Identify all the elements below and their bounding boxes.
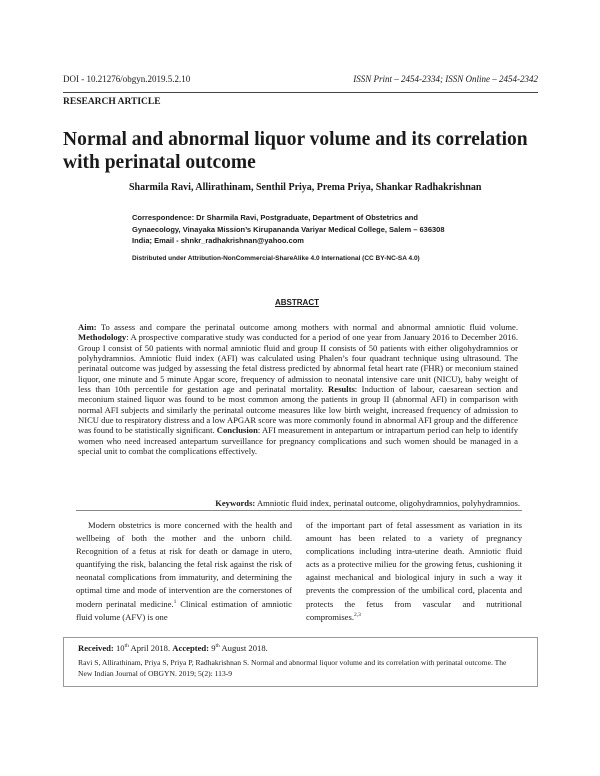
article-title: Normal and abnormal liquor volume and its correlation with perinatal outcome [63,129,528,173]
received-day: 10 [115,643,125,653]
methodology-label: Methodology [78,332,127,343]
body-paragraph [306,519,522,624]
conclusion-text: : AFI measurement in antepartum or intrapartum period can help to identify women who need increased antepartum surveillance for pregnancy complications and such women should be managed in a special unit to combat the complications effectively. [78,425,518,457]
abstract-heading: ABSTRACT [275,298,319,307]
body-column-left [76,519,292,624]
body-paragraph [76,519,292,624]
aim-label: Aim: [78,322,97,332]
methodology-text: : A prospective comparative study was conducted for a period of one year from January 2016 to December 2016. Group I consist of 50 patients with normal amniotic fluid and group II consists of 50 patients with either oligohydramnios or polyhydramnios. Amniotic fluid index (AFI) was calculated using Phalen’s four quadrant technique using ultrasound. The perinatal outcome was judged by assessing the fetal distress predicted by abnormal fetal heart rate (FHR) or meconium stained liquor, one minute and 5 minute Apgar score, frequency of admission to neonatal intensive care unit (NICU), baby weight of less than 10th percentile for gestation age and perinatal mortality. [78,332,518,395]
accepted-sup: th [215,643,220,650]
author-list: Sharmila Ravi, Allirathinam, Senthil Priya, Prema Priya, Shankar Radhakrishnan [129,182,482,193]
doi-text: DOI - 10.21276/obgyn.2019.5.2.10 [63,74,191,84]
abstract-rule [76,510,522,511]
paragraph-text: Modern obstetrics is more concerned with the health and wellbeing of both the mother and the unborn child. Recognition of a fetus at risk for death or damage in utero, quantifying the risk, balancing the fetal risk against the risk of neonatal complications from immaturity, and determining the optimal time and mode of intervention are the cornerstones of modern perinatal medicine. [76,520,292,609]
section-label: RESEARCH ARTICLE [63,97,161,107]
received-rest: April 2018. [128,643,171,653]
conclusion-label: Conclusion [216,425,258,436]
keywords [200,498,520,508]
reference-marker: 1 [173,598,177,605]
body-column-right [306,519,522,624]
paragraph-text: Clinical estimation of amniotic fluid volume (AFV) is one [76,598,292,622]
accepted-rest: August 2018. [219,643,268,653]
accepted-label: Accepted: [172,643,210,653]
license-text: Distributed under Attribution-NonCommercial-ShareAlike 4.0 International (CC BY-NC-SA 4.0) [132,255,420,262]
header-rule [63,92,538,93]
keywords-label: Keywords: [215,498,256,508]
received-label: Received: [78,643,114,653]
paragraph-text: of the important part of fetal assessment as variation in its amount has been related to a variety of pregnancy complications including intra-uterine death. Amniotic fluid acts as a protective milieu for the growing fetus, cushioning it against mechanical and biological injury in such a way it prevents the compression of the umbilical cord, placenta and protects the fetus from vascular and nutritional compromises. [306,520,522,622]
keywords-text: Amniotic fluid index, perinatal outcome, oligohydramnios, polyhydramnios. [255,498,520,508]
correspondence-line: Correspondence: Dr Sharmila Ravi, Postgraduate, Department of Obstetrics and [132,213,418,222]
correspondence-line: Gynaecology, Vinayaka Mission’s Kirupananda Variyar Medical College, Salem – 636308 [132,224,445,234]
reference-marker: 2,3 [353,611,361,618]
correspondence-line: India; Email - shnkr_radhakrishnan@yahoo.com [132,236,304,245]
accepted-day: 9 [211,643,216,653]
received-sup: th [124,643,129,650]
citation-text: Ravi S, Allirathinam, Priya S, Priya P, Radhakrishnan S. Normal and abnormal liquor volume and its correlation with perinatal outcome. The New Indian Journal of OBGYN. 2019; 5(2): 113-9 [78,658,507,678]
results-label: Results [328,384,355,395]
aim-text: To assess and compare the perinatal outcome among mothers with normal and abnormal amniotic fluid volume. [96,322,518,332]
abstract-body [78,322,518,456]
received-accepted-line [78,643,268,653]
correspondence-block [132,212,532,247]
issn-text: ISSN Print – 2454-2334; ISSN Online – 2454-2342 [353,74,538,84]
results-text: : Induction of labour, caesarean section and meconium stained liquor was found to be most common among the patients in group II (abnormal AFI) in comparison with normal AFI subjects and similarly the perinatal outcome measures like low birth weight, increased frequency of admission to NICU due to respiratory distress and a low APGAR score was more commonly found in abnormal AFI group and the difference was found to be statistically significant. [78,384,518,436]
